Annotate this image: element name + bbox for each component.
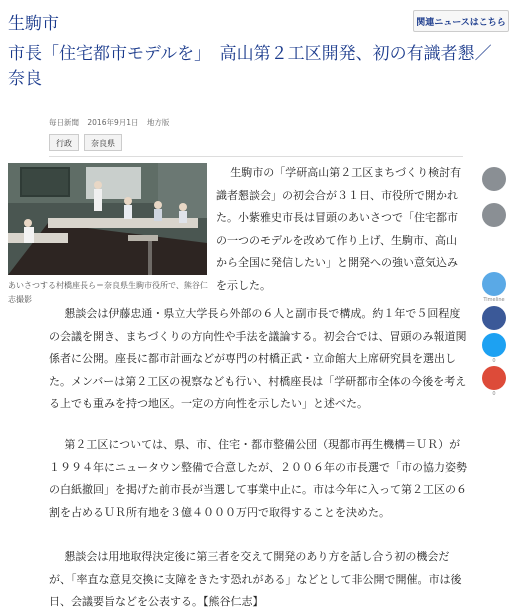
source-name: 毎日新聞 xyxy=(49,118,79,127)
photo-caption: あいさつする村橋座長ら＝奈良県生駒市役所で、熊谷仁志撮影 xyxy=(8,281,208,304)
tag-item[interactable]: 行政 xyxy=(49,134,79,151)
body-paragraph-2: 懇談会は伊藤忠通・県立大学長ら外部の６人と副市長で構成。約１年で５回程度の会議を開き、まちづくりの方向性や手法を議論する。初会合では、冒頭のみ報道関係者に公開。座長に都市計画などが専門の村橋正武・立命館大上席研究員を選出した。メンバーは第２工区の視察なども行い、村橋座長は「学研都市全体の今後を考える上でも重みを持つ地区。一定の方向性を示したい」と述べた。 xyxy=(49,307,467,410)
twitter-icon[interactable] xyxy=(482,333,506,364)
timeline-label: Timeline xyxy=(483,297,505,303)
article-headline: 市長「住宅都市モデルを」 高山第２工区開発、初の有識者懇／奈良 xyxy=(8,44,492,89)
google-plus-count: 0 xyxy=(492,391,496,397)
section-title[interactable]: 生駒市 xyxy=(8,14,59,34)
body-paragraph-4: 懇談会は用地取得決定後に第三者を交えて開発のあり方を話し合う初の機会だが、「率直な意見交換に支障をきたす恐れがある」などとして非公開で開催。市は後日、会議要旨などを公表する。【熊谷仁志】 xyxy=(49,550,462,608)
google-plus-icon[interactable] xyxy=(482,366,506,397)
edition-label: 地方版 xyxy=(146,118,170,127)
meeting-photo-image xyxy=(8,163,207,275)
tag-list xyxy=(49,134,122,151)
timeline-icon[interactable] xyxy=(482,272,506,303)
share-gray-2[interactable] xyxy=(482,203,506,227)
publish-date: 2016年9月1日 xyxy=(87,118,139,127)
article-meta xyxy=(49,117,175,128)
divider xyxy=(49,156,463,157)
article-photo xyxy=(8,163,207,275)
body-paragraph-3: 第２工区については、県、市、住宅・都市整備公団（現都市再生機構＝ＵＲ）が１９９４年にニュータウン整備で合意したが、２００６年の市長選で「市の協力姿勢の白紙撤回」を掲げた前市長が当選して事業中止に。市は今年に入って第２工区の６割を占めるＵＲ所有地を３億４０００万円で取得することを決めた。 xyxy=(49,438,467,519)
tag-item[interactable]: 奈良県 xyxy=(84,134,122,151)
twitter-count: 0 xyxy=(492,358,496,364)
lead-paragraph: 生駒市の「学研高山第２工区まちづくり検討有識者懇談会」の初会合が３１日、市役所で開かれた。小紫雅史市長は冒頭のあいさつで「住宅都市の一つのモデルを改めて作り上げ、生駒市、高山から全国に発信したい」と開発への強い意気込みを示した。 xyxy=(216,166,462,292)
related-news-button[interactable]: 関連ニュースはこちら xyxy=(413,10,509,32)
share-gray-1[interactable] xyxy=(482,167,506,191)
facebook-icon[interactable] xyxy=(482,306,506,330)
